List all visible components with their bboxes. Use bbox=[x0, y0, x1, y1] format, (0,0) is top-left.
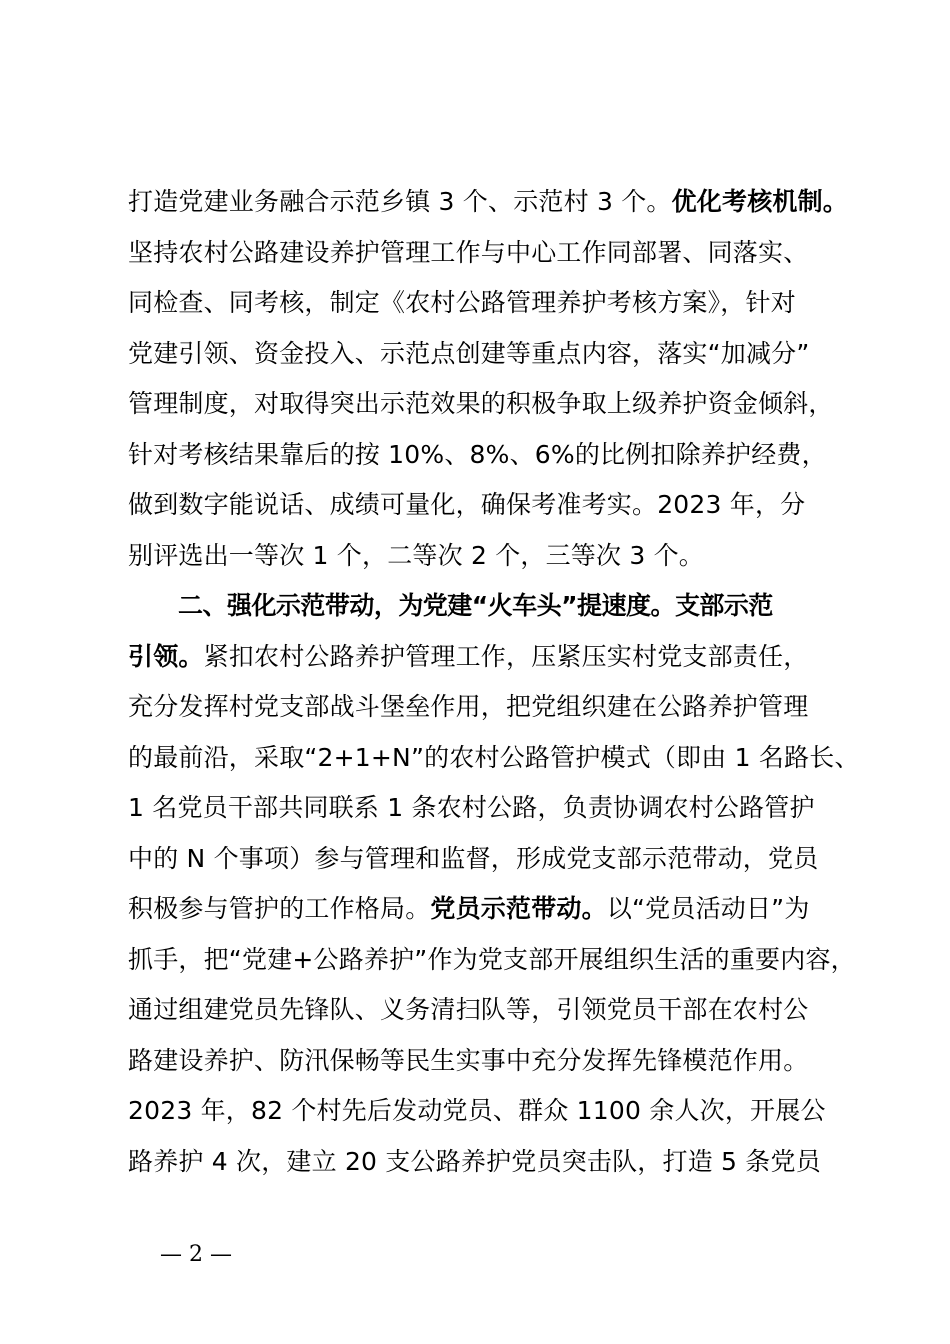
text-line bbox=[178, 584, 908, 628]
page-number: — 2 — bbox=[160, 1242, 232, 1267]
text-line bbox=[128, 281, 858, 325]
text-segment: 充分发挥村党支部战斗堡垒作用，把党组织建在公路养护管理 bbox=[128, 692, 809, 721]
text-line bbox=[128, 988, 858, 1032]
text-line bbox=[128, 433, 858, 477]
text-segment: 2023 年，82 个村先后发动党员、群众 1100 余人次，开展公 bbox=[128, 1096, 826, 1125]
text-line bbox=[128, 483, 858, 527]
text-segment: 中的 N 个事项）参与管理和监督，形成党支部示范带动，党员 bbox=[128, 843, 819, 873]
text-segment: 的最前沿，采取“2+1+N”的农村公路管护模式（即由 1 名路长、 bbox=[128, 742, 860, 772]
text-line bbox=[128, 180, 858, 224]
text-segment: 路建设养护、防汛保畅等民生实事中充分发挥先锋模范作用。 bbox=[128, 1045, 809, 1075]
bold-text-segment: 党员示范带动。 bbox=[430, 894, 607, 923]
text-line bbox=[128, 685, 858, 729]
text-line bbox=[128, 887, 858, 931]
bold-text-segment: 二、强化示范带动，为党建“火车头”提速度。支部示范 bbox=[178, 591, 773, 620]
text-segment: 路养护 4 次，建立 20 支公路养护党员突击队，打造 5 条党员 bbox=[128, 1146, 821, 1176]
text-line bbox=[128, 837, 858, 881]
text-segment: 做到数字能说话、成绩可量化，确保考准考实。2023 年，分 bbox=[128, 490, 806, 519]
text-line bbox=[128, 332, 858, 376]
text-segment: 紧扣农村公路养护管理工作，压紧压实村党支部责任， bbox=[203, 641, 809, 671]
text-segment: 别评选出一等次 1 个，二等次 2 个，三等次 3 个。 bbox=[128, 540, 704, 570]
text-line bbox=[128, 1039, 858, 1083]
text-line bbox=[128, 938, 858, 982]
text-line bbox=[128, 1089, 858, 1133]
text-segment: 打造党建业务融合示范乡镇 3 个、示范村 3 个。 bbox=[128, 187, 672, 216]
text-line bbox=[128, 786, 858, 830]
text-segment: 通过组建党员先锋队、义务清扫队等，引领党员干部在农村公 bbox=[128, 995, 809, 1024]
text-line bbox=[128, 534, 858, 578]
text-segment: 积极参与管护的工作格局。 bbox=[128, 894, 431, 923]
text-line bbox=[128, 736, 858, 780]
text-segment: 1 名党员干部共同联系 1 条农村公路，负责协调农村公路管护 bbox=[128, 793, 815, 822]
text-segment: 以“党员活动日”为 bbox=[606, 894, 810, 923]
bold-text-segment: 优化考核机制。 bbox=[671, 187, 849, 216]
text-segment: 坚持农村公路建设养护管理工作与中心工作同部署、同落实、 bbox=[128, 237, 809, 267]
text-segment: 同检查、同考核，制定《农村公路管理养护考核方案》，针对 bbox=[128, 288, 796, 317]
text-segment: 党建引领、资金投入、示范点创建等重点内容，落实“加减分” bbox=[128, 338, 810, 368]
text-line bbox=[128, 635, 858, 679]
text-line bbox=[128, 231, 858, 275]
text-segment: 针对考核结果靠后的按 10%、8%、6%的比例扣除养护经费， bbox=[128, 439, 827, 469]
bold-text-segment: 引领。 bbox=[128, 641, 204, 671]
text-line bbox=[128, 382, 858, 426]
text-segment: 抓手，把“党建+公路养护”作为党支部开展组织生活的重要内容， bbox=[128, 944, 856, 974]
text-segment: 管理制度，对取得突出示范效果的积极争取上级养护资金倾斜， bbox=[128, 389, 834, 418]
text-line bbox=[128, 1140, 858, 1184]
